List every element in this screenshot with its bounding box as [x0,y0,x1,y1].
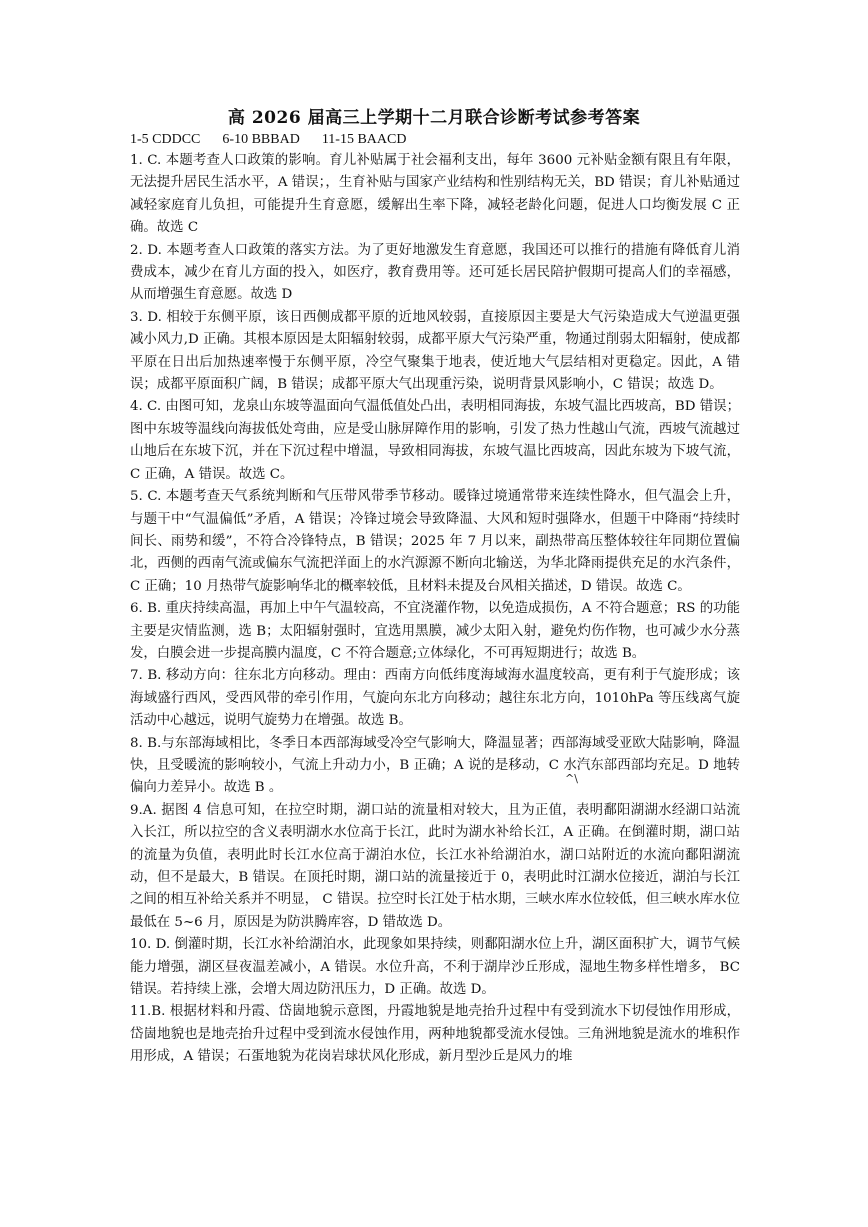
answer-explanations [130,150,740,1069]
answer-10: 10. D. 倒灌时期，长江水补给湖泊水，此现象如果持续，则鄱阳湖水位上升，湖区面积扩大，调节气候能力增强，湖区昼夜温差减小，A 错误。水位升高，不利于湖岸沙丘形成，湿地生物多样性增多， BC 错误。若持续上涨，会增大周边防汛压力，D 正确。故选 D。 [130,937,740,998]
answer-7: 7. B. 移动方向：往东北方向移动。理由：西南方向低纬度海域海水温度较高，更有利于气旋形成；该海域盛行西风，受西风带的牵引作用，气旋向东北方向移动；越往东北方向，1010hPa 等压线离气旋活动中心越远，说明气旋势力在增强。故选 B。 [130,668,740,729]
answer-1: 1. C. 本题考查人口政策的影响。育儿补贴属于社会福利支出，每年 3600 元补贴金额有限且有年限，无法提升居民生活水平，A 错误；，生育补贴与国家产业结构和性别结构无关，BD 错误；育儿补贴通过减轻家庭育儿负担，可能提升生育意愿，缓解出生率下降，减轻老龄化问题，促进人口均衡发展 C 正确。故选 C [130,153,740,236]
page-title: 高 2026 届高三上学期十二月联合诊断考试参考答案 [227,108,641,128]
answer-key-6-10: 6-10 BBBAD [222,132,300,147]
answer-key-1-5: 1-5 CDDCC [130,132,201,147]
answer-key-line [130,132,428,148]
answer-key-11-15: 11-15 BAACD [321,132,407,147]
stray-mark: ^\ [565,772,578,785]
answer-2: 2. D. 本题考查人口政策的落实方法。为了更好地激发生育意愿，我国还可以推行的措施有降低育儿消费成本，减少在育儿方面的投入，如医疗，教育费用等。还可延长居民陪护假期可提高人们的幸福感，从而增强生育意愿。故选 D [130,242,740,303]
answer-4: 4. C. 由图可知，龙泉山东坡等温面向气温低值处凸出，表明相同海拔，东坡气温比西坡高，BD 错误；图中东坡等温线向海拔低处弯曲，应是受山脉屏障作用的影响，引发了热力性越山气流，西坡气流越过山地后在东坡下沉，并在下沉过程中增温，导致相同海拔，东坡气温比西坡高，因此东坡为下坡气流，C 正确，A 错误。故选 C。 [130,399,740,482]
answer-3: 3. D. 相较于东侧平原，该日西侧成都平原的近地风较弱，直接原因主要是大气污染造成大气逆温更强减小风力,D 正确。其根本原因是太阳辐射较弱，成都平原大气污染严重，物通过削弱太阳辐射，使成都平原在日出后加热速率慢于东侧平原，冷空气聚集于地表，使近地大气层结相对更稳定。因此，A 错误；成都平原面积广阔，B 错误；成都平原大气出现重污染，说明背景风影响小，C 错误；故选 D。 [130,309,740,393]
answer-9: 9.A. 据图 4 信息可知，在拉空时期，湖口站的流量相对较大，且为正值，表明鄱阳湖湖水经湖口站流入长江，所以拉空的含义表明湖水水位高于长江，此时为湖水补给长江，A 正确。在倒灌时期，湖口站的流量为负值，表明此时长江水位高于湖泊水位，长江水补给湖泊水，湖口站附近的水流向鄱阳湖流动，但不是最大，B 错误。在顶托时期，湖口站的流量接近于 0，表明此时江湖水位接近，湖泊与长江之间的相互补给关系并不明显， C 错误。拉空时长江处于枯水期，三峡水库水位较低，但三峡水库水位最低在 5~6 月，原因是为防洪腾库容，D 错故选 D。 [130,802,740,930]
answer-5: 5. C. 本题考查天气系统判断和气压带风带季节移动。暖锋过境通常带来连续性降水，但气温会上升，与题干中“气温偏低”矛盾，A 错误；冷锋过境会导致降温、大风和短时强降水，但题干中降雨“持续时间长、雨势和缓”，不符合冷锋特点，B 错误；2025 年 7 月以来，副热带高压整体较往年同期位置偏北，西侧的西南气流或偏东气流把洋面上的水汽源源不断向北输送，为华北降雨提供充足的水汽条件，C 正确；10 月热带气旋影响华北的概率较低，且材料未提及台风相关描述，D 错误。故选 C。 [130,489,740,594]
answer-8: 8. B.与东部海域相比，冬季日本西部海域受冷空气影响大，降温显著；西部海域受亚欧大陆影响，降温快，且受暖流的影响较小，气流上升动力小，B 正确；A 说的是移动，C 水汽东部西部均充足。D 地转偏向力差异小。故选 B 。 [130,735,740,796]
answer-6: 6. B. 重庆持续高温，再加上中午气温较高，不宜浇灌作物，以免造成损伤，A 不符合题意；RS 的功能主要是灾情监测，选 B；太阳辐射强时，宜选用黑膜，减少太阳入射，避免灼伤作物，也可减少水分蒸发，白膜会进一步提高膜内温度，C 不符合题意;立体绿化，不可再短期进行；故选 B。 [130,601,740,661]
answer-11: 11.B. 根据材料和丹霞、岱崮地貌示意图，丹霞地貌是地壳抬升过程中有受到流水下切侵蚀作用形成，岱崮地貌也是地壳抬升过程中受到流水侵蚀作用，两种地貌都受流水侵蚀。三角洲地貌是流水的堆积作用形成，A 错误；石蛋地貌为花岗岩球状风化形成，新月型沙丘是风力的堆 [130,1004,740,1065]
